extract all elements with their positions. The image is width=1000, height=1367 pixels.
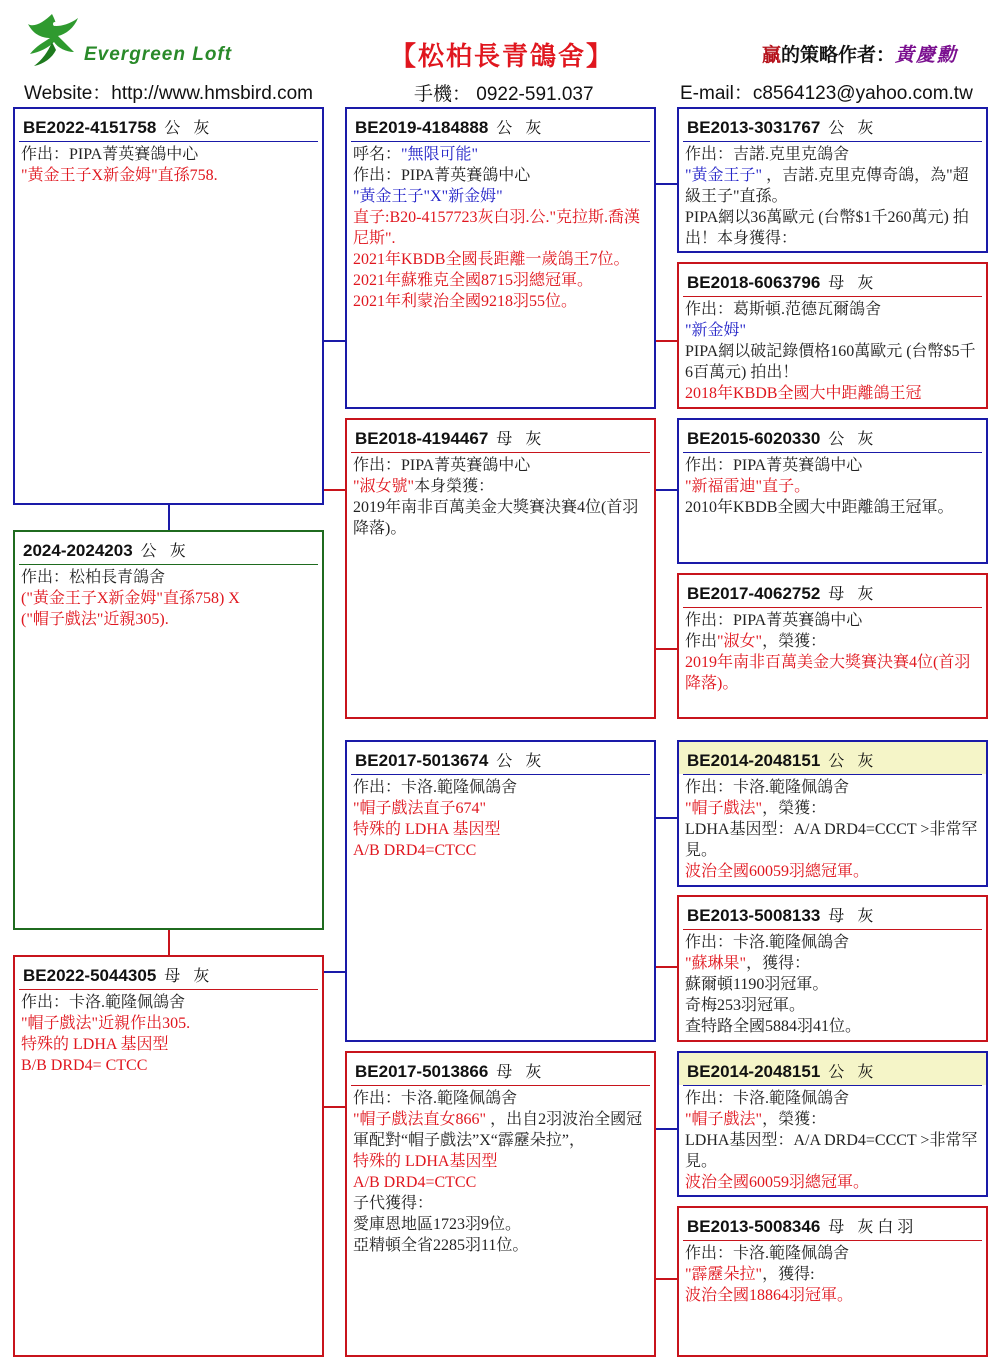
note-line [353,207,648,249]
note-line [353,777,648,798]
sex-color: 公 灰 [496,751,546,770]
connector-ds-dsd [654,966,678,968]
note-line [353,497,648,539]
note-line [21,1034,316,1055]
note-text: 作出：葛斯頓.范德瓦爾鴿舍 [685,301,882,318]
note-text: A/B DRD4=CTCC [353,1174,477,1191]
pigeon-card-sire-dam [345,418,656,719]
note-text: 作出：PIPA菁英賽鴿中心 [685,612,863,629]
ring-number: BE2022-4151758 [23,118,157,137]
pigeon-notes [679,1086,986,1193]
connector-dam-ds [322,971,346,973]
note-line [685,165,980,207]
note-text: PIPA網以36萬歐元 (台幣$1千260萬元) 拍出！本身獲得： [685,209,969,247]
pigeon-header [679,575,986,607]
author-line [762,40,958,67]
ring-number: BE2018-6063796 [687,273,821,292]
ring-number: BE2013-3031767 [687,118,821,137]
note-text: "帽子戲法"近親作出305. [21,1015,191,1032]
connector-sire-ss [322,340,346,342]
ring-number: BE2014-2048151 [687,751,821,770]
sex-color: 公 灰 [828,1062,878,1081]
phone-number: 手機： 0922-591.037 [414,84,594,105]
pigeon-header [347,742,654,774]
note-text: LDHA基因型：A/A DRD4=CCCT >非常罕見。 [685,1132,978,1170]
sex-color: 母 灰 [828,584,878,603]
pigeon-card-sss [677,107,988,253]
connector-dd-dds [654,1128,678,1130]
note-line [21,992,316,1013]
note-text: ，出自2羽波治全國冠軍配對“帽子戲法”X“霹靂朵拉”， [353,1111,643,1149]
note-line [685,995,980,1016]
note-text: 奇梅253羽冠軍。 [685,997,806,1014]
pigeon-card-dss [677,740,988,887]
note-line [685,476,980,497]
note-line [353,455,648,476]
author-label: 的策略作者： [781,44,896,66]
connector-sd-sds [654,489,678,491]
pigeon-notes [679,142,986,249]
pigeon-notes [347,1086,654,1256]
connector-dam-subject [168,929,170,956]
note-line [353,1214,648,1235]
note-text: "新福雷迪"直子。 [685,478,811,495]
note-line [353,1088,648,1109]
note-line [353,1109,648,1151]
note-text: "黃金王子" [685,167,763,184]
pigeon-card-sdd [677,573,988,719]
pigeon-card-sire [13,107,324,505]
pigeon-header [15,532,322,564]
note-line [353,840,648,861]
note-text: 作出 [685,633,718,650]
note-text: 作出：卡洛.範隆佩鴿舍 [353,1090,518,1107]
connector-sire-sd [322,489,346,491]
note-text: 波治全國60059羽總冠軍。 [685,1174,870,1191]
note-text: 亞精頓全省2285羽11位。 [353,1237,529,1254]
sex-color: 母 灰 [164,966,214,985]
ring-number: BE2017-5013674 [355,751,489,770]
note-text: 2019年南非百萬美金大獎賽決賽4位(首羽降落)。 [685,654,971,692]
sex-color: 公 灰 [828,118,878,137]
note-line [685,652,980,694]
note-text: 特殊的 LDHA 基因型 [353,821,501,838]
note-text: 作出：PIPA菁英賽鴿中心 [685,457,863,474]
note-text: 作出：PIPA菁英賽鴿中心 [353,167,531,184]
pigeon-header [679,109,986,141]
note-text: ("帽子戲法"近親305). [21,611,169,628]
ring-number: BE2017-4062752 [687,584,821,603]
sex-color: 公 灰 [828,429,878,448]
note-text: 波治全國18864羽冠軍。 [685,1287,854,1304]
note-text: LDHA基因型：A/A DRD4=CCCT >非常罕見。 [685,821,978,859]
pigeon-card-dds [677,1051,988,1197]
note-line [685,1016,980,1037]
note-line [353,165,648,186]
author-prefix: 贏 [762,44,782,66]
sex-color: 母 灰白羽 [828,1217,918,1236]
pigeon-header [347,109,654,141]
pigeon-notes [679,930,986,1037]
note-text: 2021年利蒙治全國9218羽55位。 [353,293,578,310]
note-text: 查特路全國5884羽41位。 [685,1018,862,1035]
sex-color: 母 灰 [828,273,878,292]
note-line [21,1055,316,1076]
note-line [685,207,980,249]
note-line [685,777,980,798]
note-line [685,383,980,404]
note-text: 呼名： [353,146,402,163]
ring-number: BE2015-6020330 [687,429,821,448]
note-text: A/B DRD4=CTCC [353,842,477,859]
pigeon-card-sds [677,418,988,564]
pigeon-notes [679,608,986,694]
note-text: 2019年南非百萬美金大獎賽決賽4位(首羽降落)。 [353,499,639,537]
pigeon-notes [347,775,654,861]
note-text: ，榮獲： [762,633,827,650]
pigeon-card-dam-sire [345,740,656,1042]
note-text: "淑女號" [353,478,415,495]
note-text: ，獲得: [762,1266,815,1283]
pigeon-notes [679,775,986,882]
note-line [685,497,980,518]
note-line [685,455,980,476]
note-text: 2018年KBDB全國大中距離鴿王冠 [685,385,922,402]
note-line [685,1130,980,1172]
note-line [21,144,316,165]
note-text: 作出：卡洛.範隆佩鴿舍 [685,1245,850,1262]
note-line [353,1235,648,1256]
note-text: 蘇爾頓1190羽冠軍。 [685,976,829,993]
pigeon-header [679,742,986,774]
note-line [353,1151,648,1172]
note-text: 直子:B20-4157723灰白羽.公."克拉斯.喬漢尼斯". [353,209,640,247]
author-name: 黃慶勳 [895,44,959,66]
pigeon-card-dam-dam [345,1051,656,1357]
note-line [685,1109,980,1130]
pigeon-header [679,1053,986,1085]
note-text: ，吉諾.克里克傳奇鴿，為"超級王子"直孫。 [685,167,969,205]
note-line [685,610,980,631]
connector-ss-ssd [654,340,678,342]
note-text: "霹靂朵拉" [685,1266,763,1283]
note-text: 作出：吉諾.克里克鴿舍 [685,146,850,163]
note-line [353,249,648,270]
note-line [353,1172,648,1193]
note-text: 作出：卡洛.範隆佩鴿舍 [685,779,850,796]
ring-number: BE2017-5013866 [355,1062,489,1081]
connector-ds-dss [654,817,678,819]
note-text: 2021年蘇雅克全國8715羽總冠軍。 [353,272,594,289]
note-line [685,798,980,819]
note-text: 作出：卡洛.範隆佩鴿舍 [353,779,518,796]
connector-sd-sdd [654,648,678,650]
note-text: 作出：PIPA菁英賽鴿中心 [21,146,199,163]
note-text: 愛庫恩地區1723羽9位。 [353,1216,522,1233]
note-line [353,144,648,165]
note-line [21,609,316,630]
pigeon-header [15,109,322,141]
pigeon-notes [347,453,654,539]
sex-color: 公 灰 [140,541,190,560]
ring-number: BE2014-2048151 [687,1062,821,1081]
note-line [685,1088,980,1109]
note-text: B/B DRD4= CTCC [21,1057,148,1074]
note-line [353,291,648,312]
pigeon-header [15,957,322,989]
note-text: 波治全國60059羽總冠軍。 [685,863,870,880]
note-text: 作出：卡洛.範隆佩鴿舍 [685,934,850,951]
pigeon-card-sire-sire [345,107,656,409]
sex-color: 母 灰 [828,906,878,925]
note-line [685,144,980,165]
note-text: PIPA網以破記錄價格160萬歐元 (台幣$5千6百萬元) 拍出！ [685,343,976,381]
sex-color: 母 灰 [496,1062,546,1081]
note-text: "無限可能" [401,146,479,163]
note-line [685,1264,980,1285]
note-line [685,1285,980,1306]
pigeon-header [679,897,986,929]
note-text: "帽子戲法直子674" [353,800,487,817]
note-text: 2021年KBDB全國長距離一歲鴿王7位。 [353,251,630,268]
connector-dd-ddd [654,1278,678,1280]
sex-color: 公 灰 [828,751,878,770]
pigeon-header [679,420,986,452]
pigeon-header [347,420,654,452]
pigeon-notes [679,1241,986,1306]
note-line [685,861,980,882]
note-line [685,1172,980,1193]
note-text: "新金姆" [685,322,747,339]
sex-color: 母 灰 [496,429,546,448]
note-text: 2010年KBDB全國大中距離鴿王冠軍。 [685,499,954,516]
note-text: 作出：PIPA菁英賽鴿中心 [353,457,531,474]
note-text: 本身榮獲： [414,478,495,495]
pigeon-header [679,1208,986,1240]
note-text: "黃金王子X新金姆"直孫758. [21,167,218,184]
page-title: 【松柏長青鴿舍】 [390,42,615,72]
sex-color: 公 灰 [496,118,546,137]
note-text: 特殊的 LDHA基因型 [353,1153,498,1170]
note-line [685,631,980,652]
ring-number: BE2018-4194467 [355,429,489,448]
note-line [353,270,648,291]
note-line [353,476,648,497]
note-line [685,1243,980,1264]
pigeon-card-ddd [677,1206,988,1357]
note-line [685,819,980,861]
note-text: ，榮獲： [762,800,827,817]
ring-number: 2024-2024203 [23,541,133,560]
note-text: 作出：松柏長青鴿舍 [21,569,166,586]
note-text: "帽子戲法" [685,800,763,817]
note-text: "蘇琳果" [685,955,747,972]
connector-ss-sss [654,183,678,185]
website-link[interactable]: Website：http://www.hmsbird.com [24,83,313,104]
note-text: 作出：卡洛.範隆佩鴿舍 [685,1090,850,1107]
connector-sire-subject [168,504,170,531]
note-line [21,165,316,186]
pigeon-notes [679,297,986,404]
note-line [685,932,980,953]
note-line [685,974,980,995]
connector-dam-dd [322,1106,346,1108]
note-text: "帽子戲法" [685,1111,763,1128]
note-text: "黃金王子"X"新金姆" [353,188,503,205]
pigeon-card-ssd [677,262,988,409]
note-line [685,320,980,341]
note-text: 子代獲得： [353,1195,434,1212]
ring-number: BE2019-4184888 [355,118,489,137]
note-line [21,1013,316,1034]
pigeon-card-dam [13,955,324,1357]
note-text: "帽子戲法直女866" [353,1111,487,1128]
note-line [353,186,648,207]
ring-number: BE2013-5008133 [687,906,821,925]
pigeon-notes [15,565,322,630]
note-text: ，榮獲： [762,1111,827,1128]
note-line [685,299,980,320]
pigeon-notes [15,142,322,186]
pigeon-notes [347,142,654,312]
note-line [685,953,980,974]
logo-text: Evergreen Loft [84,44,233,65]
note-line [685,341,980,383]
note-line [353,798,648,819]
sex-color: 公 灰 [164,118,214,137]
note-text: 特殊的 LDHA 基因型 [21,1036,169,1053]
note-line [353,819,648,840]
pigeon-notes [679,453,986,518]
note-text: ("黃金王子X新金姆"直孫758) X [21,590,240,607]
ring-number: BE2013-5008346 [687,1217,821,1236]
note-line [21,567,316,588]
email-link[interactable]: E-mail：c8564123@yahoo.com.tw [680,83,973,104]
ring-number: BE2022-5044305 [23,966,157,985]
note-line [353,1193,648,1214]
pigeon-card-dsd [677,895,988,1042]
pigeon-card-subject [13,530,324,930]
note-text: "淑女" [717,633,763,650]
pigeon-notes [15,990,322,1076]
note-text: ，獲得： [746,955,811,972]
pigeon-header [679,264,986,296]
note-text: 作出：卡洛.範隆佩鴿舍 [21,994,186,1011]
pigeon-header [347,1053,654,1085]
logo-icon [22,8,82,70]
note-line [21,588,316,609]
